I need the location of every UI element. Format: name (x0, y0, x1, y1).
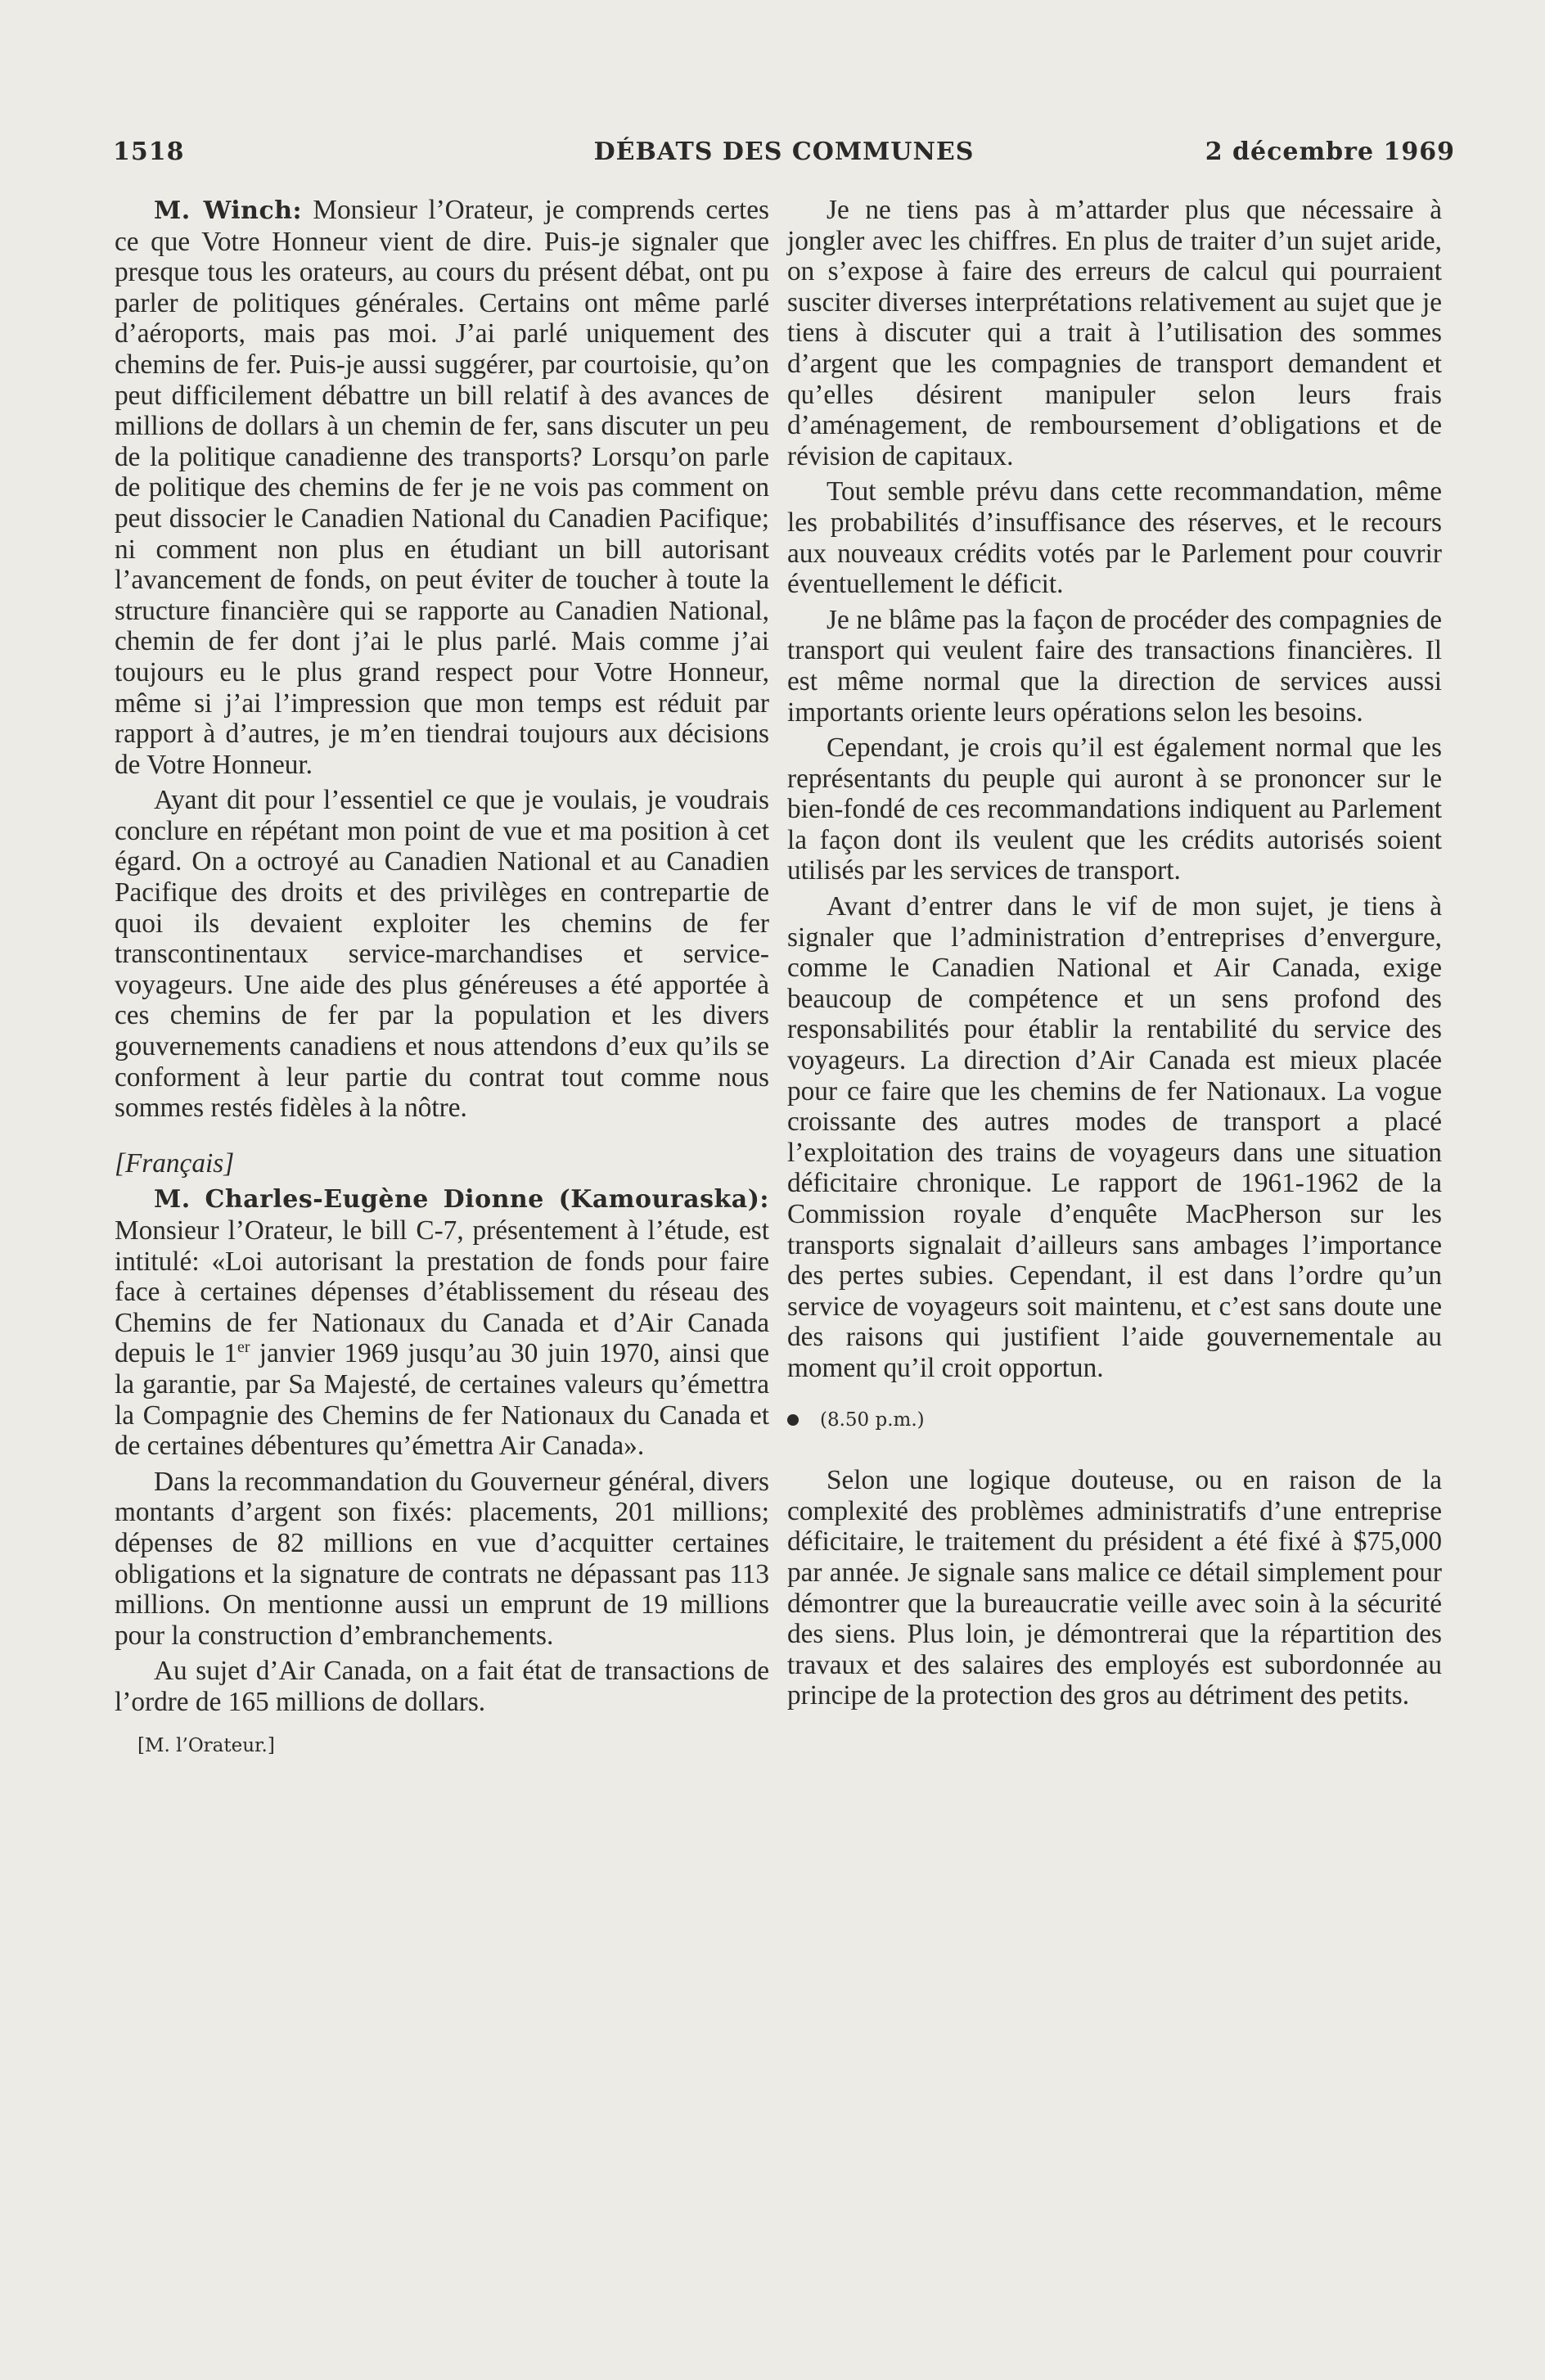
speaker-footnote: [M. l’Orateur.] (137, 1734, 275, 1756)
paragraph: Avant d’entrer dans le vif de mon sujet, je tiens à signaler que l’administration d’entreprises d’envergure, comme le Canadien National et Air Canada, exige beaucoup de compétence et un sens profond des responsabilités pour établir la rentabilité du service des voyageurs. La direction d’Air Canada est mieux placée pour ce faire que les chemins de fer Nationaux. La vogue croissante des autres modes de transport a placé l’exploitation des trains de voyageurs dans une situation déficitaire chronique. Le rapport de 1961-1962 de la Commission royale d’enquête MacPherson sur les transports signalait d’ailleurs sans ambages l’importance des pertes subies. Cependant, il est dans l’ordre qu’un service de voyageurs soit maintenu, et c’est sans doute une des raisons qui justifient l’aide gouvernementale au moment qu’il croit opportun. (787, 891, 1442, 1383)
page-number: 1518 (113, 137, 185, 166)
paragraph-text: Monsieur l’Orateur, le bill C-7, présentement à l’étude, est intitulé: «Loi autorisant la prestation de fonds pour faire face à certaines dépenses d’établissement du réseau des Chemins de fer Nationaux du Canada et d’Air Canada depuis le 1 (115, 1215, 769, 1369)
page-header (113, 137, 1455, 174)
paragraph-winch (115, 195, 769, 780)
paragraph: Cependant, je crois qu’il est également normal que les représentants du peuple qui auront à se prononcer sur le bien-fondé de ces recommandations indiquent au Parlement la façon dont ils veulent que les crédits autorisés soient utilisés par les services de transport. (787, 732, 1442, 886)
paragraph: Dans la recommandation du Gouverneur général, divers montants d’argent son fixés: placements, 201 millions; dépenses de 82 millions en vue d’acquitter certaines obligations et la signature de contrats ne dépassant pas 113 millions. On mentionne aussi un emprunt de 19 millions pour la construction d’embranchements. (115, 1466, 769, 1651)
paragraph-text: Monsieur l’Orateur, je comprends certes ce que Votre Honneur vient de dire. Puis-je signaler que presque tous les orateurs, au cours du présent débat, ont pu parler de politiques générales. Certains ont même parlé d’aéroports, mais pas moi. J’ai parlé uniquement des chemins de fer. Puis-je aussi suggérer, par courtoisie, qu’on peut difficilement débattre un bill relatif à des avances de millions de dollars à un chemin de fer, sans discuter un peu de la politique canadienne des transports? Lorsqu’on parle de politique des chemins de fer je ne vois pas comment on peut dissocier le Canadien National du Canadien Pacifique; ni comment non plus en étudiant un bill autorisant l’avancement de fonds, on peut éviter de toucher à toute la structure financière qui se rapporte au Canadien National, chemin de fer dont j’ai le plus parlé. Mais comme j’ai toujours eu le plus grand respect pour Votre Honneur, même si j’ai l’impression que mon temps est réduit par rapport à d’autres, je m’en tiendrai toujours aux décisions de Votre Honneur. (115, 195, 769, 780)
paragraph: Au sujet d’Air Canada, on a fait état de transactions de l’ordre de 165 millions de dollars. (115, 1656, 769, 1717)
speaker-name: M. Charles-Eugène Dionne (Kamouraska): (154, 1185, 769, 1215)
language-tag: [Français] (115, 1147, 235, 1179)
superscript: er (237, 1338, 250, 1357)
page-date: 2 décembre 1969 (1205, 137, 1455, 166)
paragraph-dionne (115, 1183, 769, 1461)
paragraph-text: janvier 1969 jusqu’au 30 juin 1970, ainsi que la garantie, par Sa Majesté, de certaines valeurs qu’émettra la Compagnie des Chemins de fer Nationaux du Canada et de certaines débentures qu’émettra Air Canada». (115, 1338, 769, 1462)
time-marker (787, 1405, 1442, 1436)
paragraph: Je ne tiens pas à m’attarder plus que nécessaire à jongler avec les chiffres. En plus de traiter d’un sujet aride, on s’expose à faire des erreurs de calcul qui pourraient susciter diverses interprétations relativement au sujet que je tiens à discuter qui a trait à l’utilisation des sommes d’argent que les compagnies de transport demandent et qu’elles désirent manipuler selon leurs frais d’aménagement, de remboursement d’obligations et de révision de capitaux. (787, 195, 1442, 471)
left-column (115, 195, 769, 1766)
paragraph: Selon une logique douteuse, ou en raison de la complexité des problèmes administratifs d’une entreprise déficitaire, le traitement du président a été fixé à $75,000 par année. Je signale sans malice ce détail simplement pour démontrer que la bureaucratie veille avec soin à la sécurité des siens. Plus loin, je démontrerai que la répartition des travaux et des salaires des employés est subordonnée au principe de la protection des gros au détriment des petits. (787, 1465, 1442, 1711)
speaker-name: M. Winch: (154, 196, 303, 225)
time-text: (8.50 p.m.) (820, 1409, 925, 1431)
publication-title: DÉBATS DES COMMUNES (593, 137, 975, 166)
paragraph: Tout semble prévu dans cette recommandation, même les probabilités d’insuffisance des réserves, et le recours aux nouveaux crédits votés par le Parlement pour couvrir éventuellement le déficit. (787, 476, 1442, 600)
right-column (787, 195, 1442, 1716)
bullet-icon (787, 1414, 799, 1426)
paragraph: Ayant dit pour l’essentiel ce que je voulais, je voudrais conclure en répétant mon point de vue et ma position à cet égard. On a octroyé au Canadien National et au Canadien Pacifique des droits et des privilèges en contrepartie de quoi ils devaient exploiter les chemins de fer transcontinentaux service-marchandises et service-voyageurs. Une aide des plus généreuses a été apportée à ces chemins de fer par la population et les divers gouvernements canadiens et nous attendons d’eux qu’ils se conforment à leur partie du contrat tout comme nous sommes restés fidèles à la nôtre. (115, 785, 769, 1124)
paragraph: Je ne blâme pas la façon de procéder des compagnies de transport qui veulent faire des transactions financières. Il est même normal que la direction de services aussi importants oriente leurs opérations selon les besoins. (787, 604, 1442, 728)
